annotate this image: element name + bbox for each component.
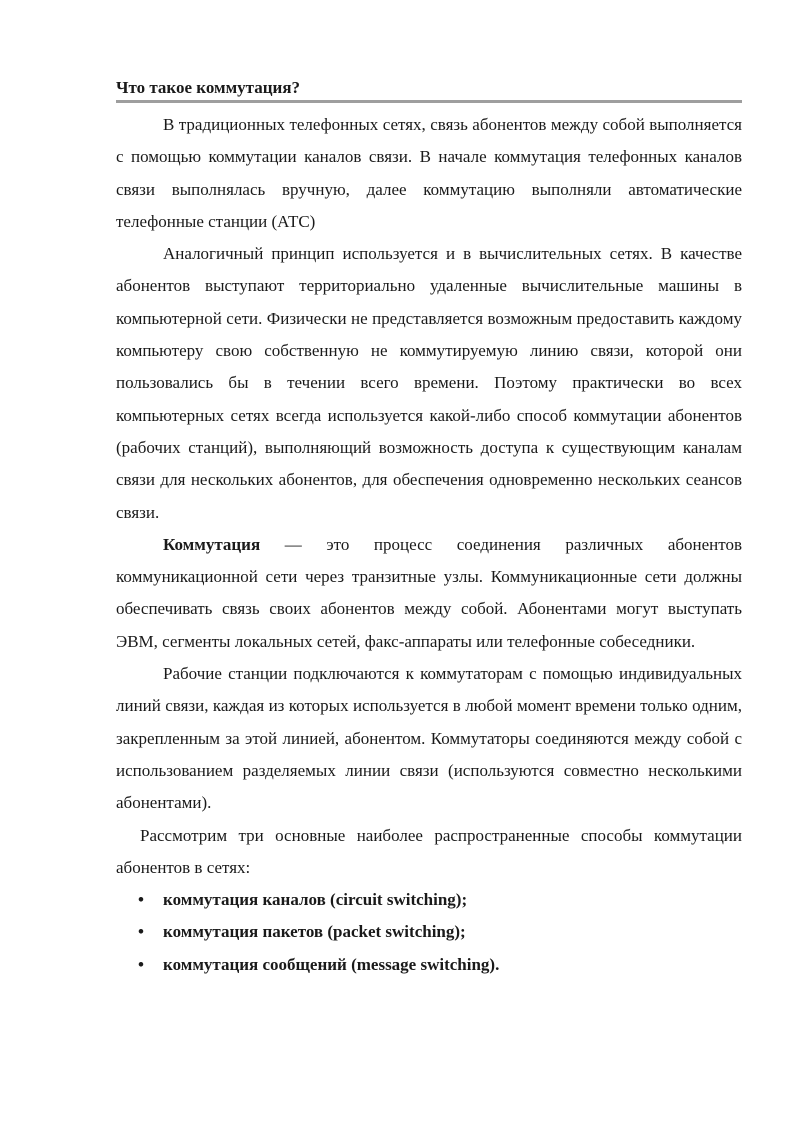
paragraph-5: Рассмотрим три основные наиболее распространенные способы коммутации абонентов в сетях: (116, 825, 742, 877)
list-item (116, 916, 742, 948)
bullet-icon: • (138, 954, 144, 974)
section-heading: Что такое коммутация? (116, 78, 301, 97)
term-definition: Коммутация (163, 534, 261, 554)
paragraph-1: В традиционных телефонных сетях, связь абонентов между собой выполняется с помощью коммутации каналов связи. В начале коммутация телефонных каналов связи выполнялась вручную, далее коммутацию выполняли автоматические телефонные станции (АТС) (116, 115, 742, 231)
paragraph-2: Аналогичный принцип используется и в вычислительных сетях. В качестве абонентов выступают территориально удаленные вычислительные машины в компьютерной сети. Физически не представляется возможным предоставить каждому компьютеру свою собственную не коммутируемую линию связи, которой они пользовались бы в течении всего времени. Поэтому практически во всех компьютерных сетях всегда используется какой-либо способ коммутации абонентов (рабочих станций), выполняющий возможность доступа к существующим каналам связи для нескольких абонентов, для обеспечения одновременно нескольких сеансов связи. (116, 244, 742, 522)
document-page (116, 78, 742, 981)
bullet-icon: • (138, 922, 144, 942)
paragraph-4: Рабочие станции подключаются к коммутаторам с помощью индивидуальных линий связи, каждая из которых используется в любой момент времени только одним, закрепленным за этой линией, абонентом. Коммутаторы соединяются между собой с использованием разделяемых линии связи (используются совместно несколькими абонентами). (116, 664, 742, 813)
list-item-text: коммутация пакетов (packet switching); (163, 922, 466, 942)
list-item (116, 884, 742, 916)
switching-methods-list (116, 884, 742, 981)
paragraph-3 (116, 529, 742, 658)
list-item (116, 949, 742, 981)
paragraph-3-text: — это процесс соединения различных абонентов коммуникационной сети через транзитные узлы. Коммуникационные сети должны обеспечивать связь своих абонентов между собой. Абонентами могут выступать ЭВМ, сегменты локальных сетей, факс-аппараты или телефонные собеседники. (116, 534, 742, 651)
bullet-icon: • (138, 890, 144, 910)
list-item-text: коммутация сообщений (message switching). (163, 954, 500, 974)
heading-underline (116, 100, 742, 103)
list-item-text: коммутация каналов (circuit switching); (163, 890, 468, 910)
